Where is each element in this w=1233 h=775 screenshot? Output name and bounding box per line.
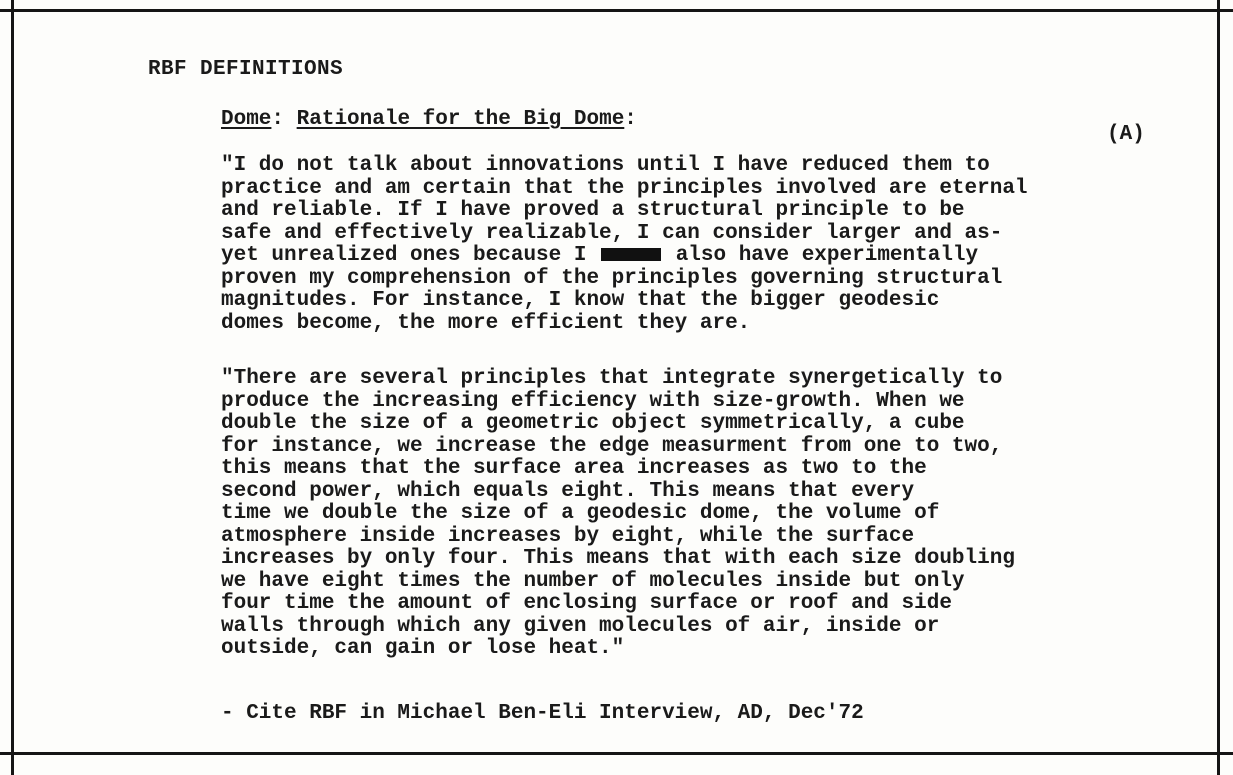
citation: - Cite RBF in Michael Ben-Eli Interview, AD, Dec'72 [221, 702, 864, 725]
text-line: for instance, we increase the edge measurment from one to two, [221, 434, 1003, 458]
page-heading: RBF DEFINITIONS [148, 58, 344, 81]
entry-title [221, 108, 637, 131]
quote-paragraph-1 [221, 155, 1028, 335]
entry-tag: (A) [1107, 123, 1145, 146]
left-border-line [11, 0, 14, 775]
text-segment: also have experimentally [675, 244, 979, 267]
text-line: "I do not talk about innovations until I have reduced them to [221, 154, 990, 177]
text-segment: yet unrealized ones because I [221, 244, 587, 267]
text-line: increases by only four. This means that with each size doubling [221, 547, 1015, 570]
text-line: "There are several principles that integrate synergetically to [221, 367, 1003, 390]
text-line: four time the amount of enclosing surface or roof and side [221, 592, 952, 615]
text-line: proven my comprehension of the principles governing structural [221, 266, 1003, 290]
text-line: domes become, the more efficient they are. [221, 311, 751, 335]
bottom-border-line [0, 752, 1233, 755]
text-line: walls through which any given molecules of air, inside or [221, 614, 940, 638]
right-border-line [1217, 0, 1220, 775]
entry-title-text: Rationale for the Big Dome [296, 108, 625, 131]
text-line: second power, which equals eight. This means that every [221, 479, 915, 503]
text-line: and reliable. If I have proved a structural principle to be [221, 199, 965, 222]
text-line: produce the increasing efficiency with size-growth. When we [221, 389, 965, 413]
entry-separator: : [271, 108, 297, 131]
quote-paragraph-2 [221, 368, 1015, 661]
text-line: double the size of a geometric object symmetrically, a cube [221, 412, 965, 435]
text-line: atmosphere inside increases by eight, while the surface [221, 524, 915, 548]
text-line: outside, can gain or lose heat." [221, 637, 625, 660]
text-line: safe and effectively realizable, I can consider larger and as- [221, 221, 1003, 245]
text-line: magnitudes. For instance, I know that the bigger geodesic [221, 289, 940, 312]
redacted-line [221, 245, 1028, 268]
redaction-mark [601, 248, 661, 261]
text-line: practice and am certain that the principles involved are eternal [221, 176, 1028, 200]
text-line: this means that the surface area increases as two to the [221, 457, 927, 480]
text-line: time we double the size of a geodesic dome, the volume of [221, 502, 940, 525]
text-line: we have eight times the number of molecules inside but only [221, 569, 965, 593]
entry-term: Dome [221, 108, 272, 131]
top-border-line [0, 9, 1233, 12]
entry-title-suffix: : [624, 108, 637, 131]
